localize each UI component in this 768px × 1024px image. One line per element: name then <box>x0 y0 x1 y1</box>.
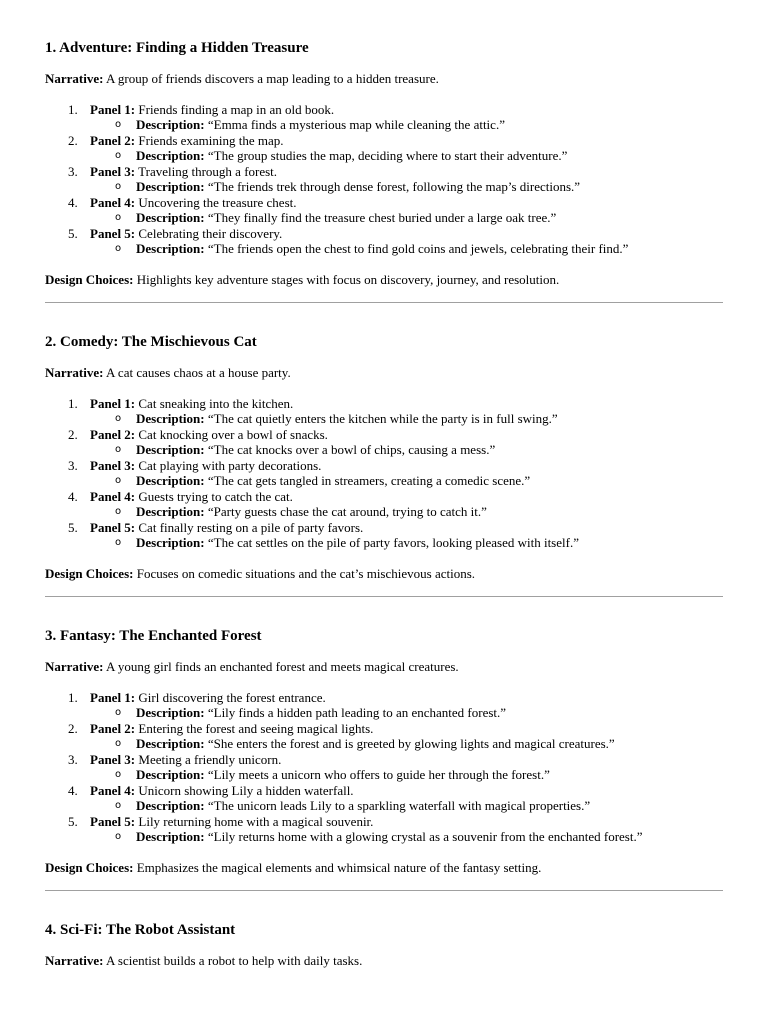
panel-text: Traveling through a forest. <box>135 163 278 179</box>
list-number: 3. <box>68 751 78 767</box>
narrative <box>45 71 723 87</box>
bullet-icon: o <box>115 212 122 223</box>
description-text: “The friends open the chest to find gold coins and jewels, celebrating their find.” <box>204 241 629 256</box>
list-number: 5. <box>68 813 78 829</box>
panel-list <box>45 102 723 257</box>
panel-line <box>90 814 723 830</box>
design-choices <box>45 566 723 582</box>
panel-text: Cat playing with party decorations. <box>135 457 322 473</box>
panel-text: Entering the forest and seeing magical lights. <box>135 720 374 736</box>
description-label: Description: <box>136 767 205 782</box>
description-line <box>90 442 723 458</box>
design-choices <box>45 860 723 876</box>
description-line <box>90 179 723 195</box>
list-item <box>45 458 723 489</box>
description-line <box>90 473 723 489</box>
design-label: Design Choices: <box>45 565 134 581</box>
panel-label: Panel 2: <box>90 720 136 736</box>
panel-label: Panel 1: <box>90 395 136 411</box>
list-item <box>45 814 723 845</box>
panel-line <box>90 489 723 505</box>
panel-line <box>90 133 723 149</box>
panel-text: Friends examining the map. <box>135 132 284 148</box>
list-number: 2. <box>68 720 78 736</box>
description-text: “The cat gets tangled in streamers, creating a comedic scene.” <box>204 473 531 488</box>
description-label: Description: <box>136 148 205 163</box>
section-fantasy <box>45 597 723 875</box>
description-label: Description: <box>136 210 205 225</box>
list-number: 4. <box>68 488 78 504</box>
bullet-icon: o <box>115 738 122 749</box>
description-label: Description: <box>136 504 205 519</box>
panel-line <box>90 721 723 737</box>
panel-line <box>90 690 723 706</box>
description-label: Description: <box>136 535 205 550</box>
bullet-icon: o <box>115 243 122 254</box>
panel-label: Panel 3: <box>90 457 136 473</box>
description-text: “She enters the forest and is greeted by glowing lights and magical creatures.” <box>204 736 615 751</box>
description-label: Description: <box>136 241 205 256</box>
panel-label: Panel 1: <box>90 689 136 705</box>
panel-line <box>90 427 723 443</box>
description-label: Description: <box>136 179 205 194</box>
design-text: Focuses on comedic situations and the cat’s mischievous actions. <box>133 565 476 581</box>
list-number: 4. <box>68 782 78 798</box>
narrative <box>45 365 723 381</box>
panel-text: Meeting a friendly unicorn. <box>135 751 282 767</box>
design-label: Design Choices: <box>45 271 134 287</box>
panel-line <box>90 783 723 799</box>
bullet-icon: o <box>115 769 122 780</box>
bullet-icon: o <box>115 150 122 161</box>
list-item <box>45 752 723 783</box>
description-line <box>90 736 723 752</box>
bullet-icon: o <box>115 800 122 811</box>
description-label: Description: <box>136 798 205 813</box>
panel-label: Panel 3: <box>90 751 136 767</box>
description-line <box>90 767 723 783</box>
description-text: “The cat knocks over a bowl of chips, causing a mess.” <box>204 442 496 457</box>
description-line <box>90 829 723 845</box>
description-line <box>90 504 723 520</box>
description-label: Description: <box>136 473 205 488</box>
description-line <box>90 210 723 226</box>
section-heading: 1. Adventure: Finding a Hidden Treasure <box>45 40 309 56</box>
panel-label: Panel 4: <box>90 488 136 504</box>
list-item <box>45 427 723 458</box>
design-choices <box>45 272 723 288</box>
description-label: Description: <box>136 829 205 844</box>
description-text: “Lily returns home with a glowing crystal as a souvenir from the enchanted forest.” <box>204 829 643 844</box>
description-text: “Lily finds a hidden path leading to an enchanted forest.” <box>204 705 507 720</box>
panel-label: Panel 3: <box>90 163 136 179</box>
list-number: 1. <box>68 395 78 411</box>
list-item <box>45 489 723 520</box>
narrative-text: A cat causes chaos at a house party. <box>103 365 291 380</box>
bullet-icon: o <box>115 831 122 842</box>
panel-text: Cat finally resting on a pile of party favors. <box>135 519 364 535</box>
panel-label: Panel 4: <box>90 782 136 798</box>
list-item <box>45 195 723 226</box>
list-number: 5. <box>68 225 78 241</box>
bullet-icon: o <box>115 506 122 517</box>
panel-label: Panel 1: <box>90 101 136 117</box>
panel-label: Panel 5: <box>90 225 136 241</box>
panel-text: Guests trying to catch the cat. <box>135 488 293 504</box>
panel-list <box>45 396 723 551</box>
narrative-text: A group of friends discovers a map leading to a hidden treasure. <box>103 71 439 86</box>
list-number: 3. <box>68 163 78 179</box>
panel-line <box>90 752 723 768</box>
description-line <box>90 705 723 721</box>
panel-list <box>45 690 723 845</box>
panel-label: Panel 2: <box>90 132 136 148</box>
description-line <box>90 117 723 133</box>
list-item <box>45 520 723 551</box>
panel-text: Lily returning home with a magical souvenir. <box>135 813 374 829</box>
list-item <box>45 102 723 133</box>
panel-text: Cat knocking over a bowl of snacks. <box>135 426 328 442</box>
description-line <box>90 241 723 257</box>
panel-label: Panel 2: <box>90 426 136 442</box>
panel-text: Cat sneaking into the kitchen. <box>135 395 294 411</box>
description-text: “They finally find the treasure chest buried under a large oak tree.” <box>204 210 557 225</box>
bullet-icon: o <box>115 413 122 424</box>
description-line <box>90 411 723 427</box>
section-heading: 3. Fantasy: The Enchanted Forest <box>45 628 262 644</box>
description-text: “Lily meets a unicorn who offers to guide her through the forest.” <box>204 767 550 782</box>
description-label: Description: <box>136 442 205 457</box>
list-number: 1. <box>68 689 78 705</box>
panel-text: Friends finding a map in an old book. <box>135 101 335 117</box>
description-line <box>90 148 723 164</box>
panel-text: Celebrating their discovery. <box>135 225 283 241</box>
list-item <box>45 721 723 752</box>
description-label: Description: <box>136 117 205 132</box>
panel-line <box>90 396 723 412</box>
narrative-label: Narrative: <box>45 365 104 380</box>
section-heading: 4. Sci-Fi: The Robot Assistant <box>45 922 236 938</box>
list-item <box>45 783 723 814</box>
panel-text: Girl discovering the forest entrance. <box>135 689 326 705</box>
list-number: 4. <box>68 194 78 210</box>
panel-line <box>90 164 723 180</box>
section-adventure <box>45 0 723 287</box>
panel-label: Panel 5: <box>90 813 136 829</box>
narrative-label: Narrative: <box>45 953 104 968</box>
description-text: “Party guests chase the cat around, trying to catch it.” <box>204 504 487 519</box>
section-scifi <box>45 891 723 969</box>
section-heading: 2. Comedy: The Mischievous Cat <box>45 334 257 350</box>
narrative-text: A young girl finds an enchanted forest and meets magical creatures. <box>103 659 459 674</box>
panel-label: Panel 5: <box>90 519 136 535</box>
description-text: “The friends trek through dense forest, following the map’s directions.” <box>204 179 581 194</box>
description-text: “The group studies the map, deciding where to start their adventure.” <box>204 148 568 163</box>
bullet-icon: o <box>115 444 122 455</box>
panel-line <box>90 458 723 474</box>
bullet-icon: o <box>115 181 122 192</box>
narrative-text: A scientist builds a robot to help with daily tasks. <box>103 953 363 968</box>
list-item <box>45 164 723 195</box>
panel-text: Unicorn showing Lily a hidden waterfall. <box>135 782 354 798</box>
list-item <box>45 226 723 257</box>
bullet-icon: o <box>115 119 122 130</box>
description-text: “The unicorn leads Lily to a sparkling waterfall with magical properties.” <box>204 798 591 813</box>
list-number: 5. <box>68 519 78 535</box>
bullet-icon: o <box>115 537 122 548</box>
narrative <box>45 659 723 675</box>
bullet-icon: o <box>115 475 122 486</box>
description-line <box>90 535 723 551</box>
section-comedy <box>45 303 723 581</box>
bullet-icon: o <box>115 707 122 718</box>
list-item <box>45 133 723 164</box>
description-text: “Emma finds a mysterious map while cleaning the attic.” <box>204 117 505 132</box>
description-label: Description: <box>136 736 205 751</box>
design-text: Emphasizes the magical elements and whimsical nature of the fantasy setting. <box>133 859 542 875</box>
list-number: 3. <box>68 457 78 473</box>
list-number: 1. <box>68 101 78 117</box>
description-line <box>90 798 723 814</box>
narrative <box>45 953 723 969</box>
panel-label: Panel 4: <box>90 194 136 210</box>
panel-line <box>90 195 723 211</box>
description-label: Description: <box>136 411 205 426</box>
list-item <box>45 396 723 427</box>
description-text: “The cat settles on the pile of party favors, looking pleased with itself.” <box>204 535 579 550</box>
narrative-label: Narrative: <box>45 659 104 674</box>
list-number: 2. <box>68 132 78 148</box>
panel-text: Uncovering the treasure chest. <box>135 194 297 210</box>
panel-line <box>90 226 723 242</box>
description-label: Description: <box>136 705 205 720</box>
design-text: Highlights key adventure stages with focus on discovery, journey, and resolution. <box>133 271 560 287</box>
list-number: 2. <box>68 426 78 442</box>
description-text: “The cat quietly enters the kitchen while the party is in full swing.” <box>204 411 558 426</box>
panel-line <box>90 520 723 536</box>
design-label: Design Choices: <box>45 859 134 875</box>
narrative-label: Narrative: <box>45 71 104 86</box>
list-item <box>45 690 723 721</box>
panel-line <box>90 102 723 118</box>
